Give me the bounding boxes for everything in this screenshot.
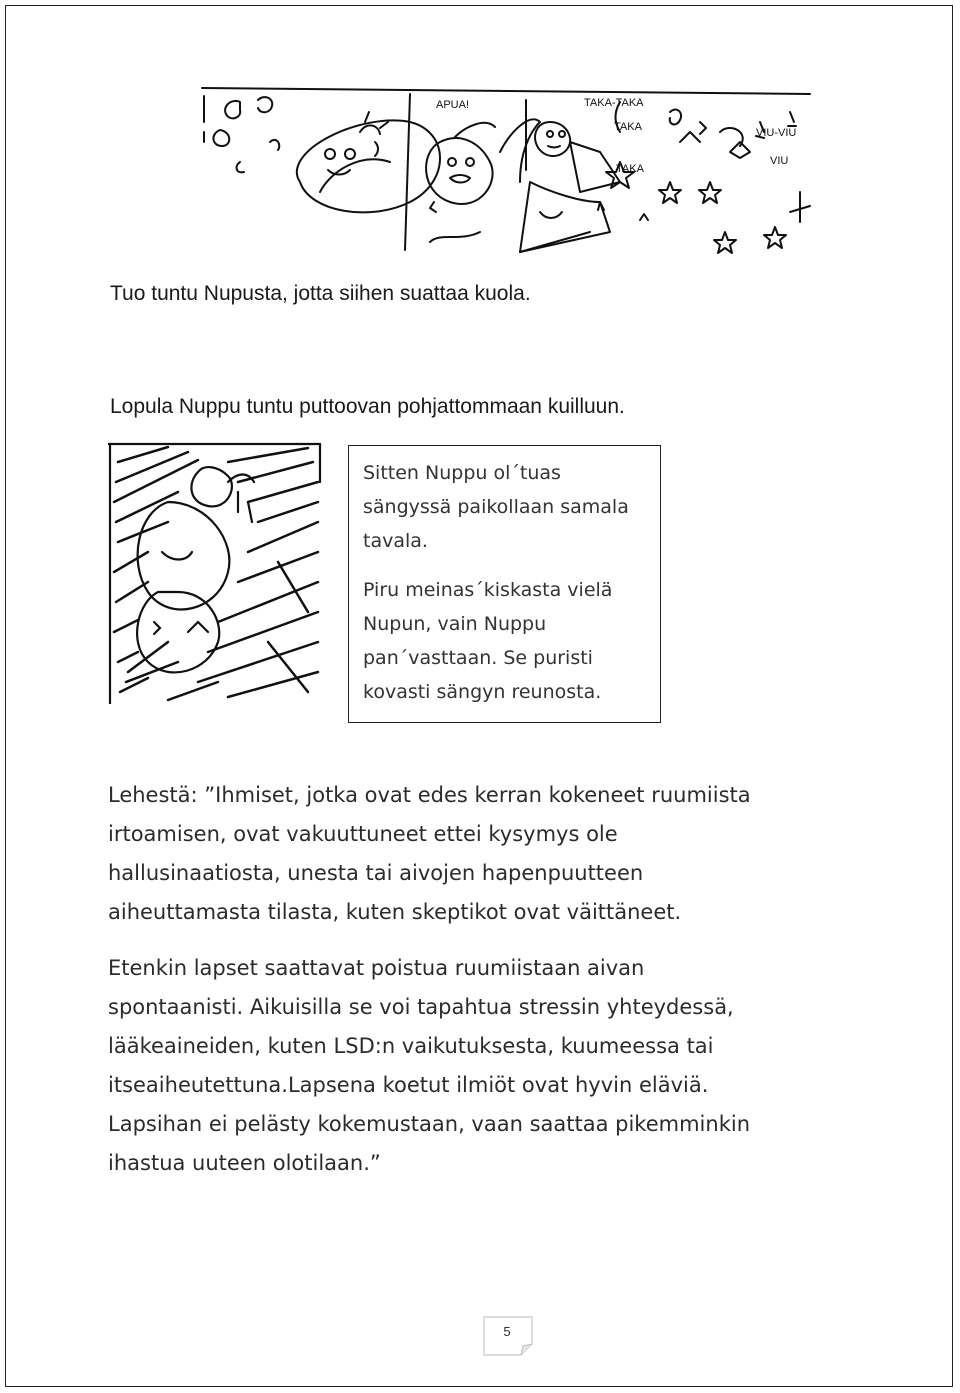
comic-panel-2 <box>405 94 610 252</box>
sfx-taka-2: TAKA <box>616 163 644 175</box>
sfx-apua: APUA! <box>436 99 470 111</box>
sfx-taka-1: TAKA <box>614 121 642 133</box>
narration-box <box>348 445 661 723</box>
sfx-taka-taka: TAKA-TAKA <box>584 97 644 109</box>
article-paragraph-2: Etenkin lapset saattavat poistua ruumiistaan aivan spontaanisti. Aikuisilla se voi tapahtua stressin yhteydessä, lääkeaineiden, kuten LSD:n vaikutuksesta, kuumeessa tai itseaiheutettuna.Lapsena koetut ilmiöt ovat hyvin eläviä. Lapsihan ei pelästy kokemustaan, vaan saattaa pikemminkin ihastua uuteen olotilaan.” <box>108 956 750 1175</box>
page-number-badge <box>483 1316 535 1356</box>
narration-box-paragraph-2: Piru meinas´kiskasta vielä Nupun, vain Nuppu pan´vasttaan. Se puristi kovasti sängyn reunosta. <box>363 579 613 703</box>
falling-illustration <box>108 442 323 704</box>
narration-line-1: Tuo tuntu Nupusta, jotta siihen suattaa kuola. <box>110 282 531 305</box>
article-quote <box>108 776 828 1183</box>
sfx-viu-viu: VIU-VIU <box>756 127 797 139</box>
sfx-viu: VIU <box>770 155 789 167</box>
article-paragraph-1: Lehestä: ”Ihmiset, jotka ovat edes kerran kokeneet ruumiista irtoamisen, ovat vakuuttuneet ettei kysymys ole hallusinaatiosta, unesta tai aivojen hapenpuutteen aiheuttamasta tilasta, kuten skeptikot ovat väittäneet. <box>108 783 751 924</box>
comic-panel-1 <box>204 96 440 212</box>
comic-panel-3 <box>526 100 810 253</box>
narration-box-paragraph-1: Sitten Nuppu ol´tuas sängyssä paikollaan samala tavala. <box>363 462 629 552</box>
page-number: 5 <box>503 1324 511 1339</box>
comic-strip-illustration <box>200 82 812 257</box>
narration-line-2: Lopula Nuppu tuntu puttoovan pohjattommaan kuilluun. <box>110 395 625 418</box>
